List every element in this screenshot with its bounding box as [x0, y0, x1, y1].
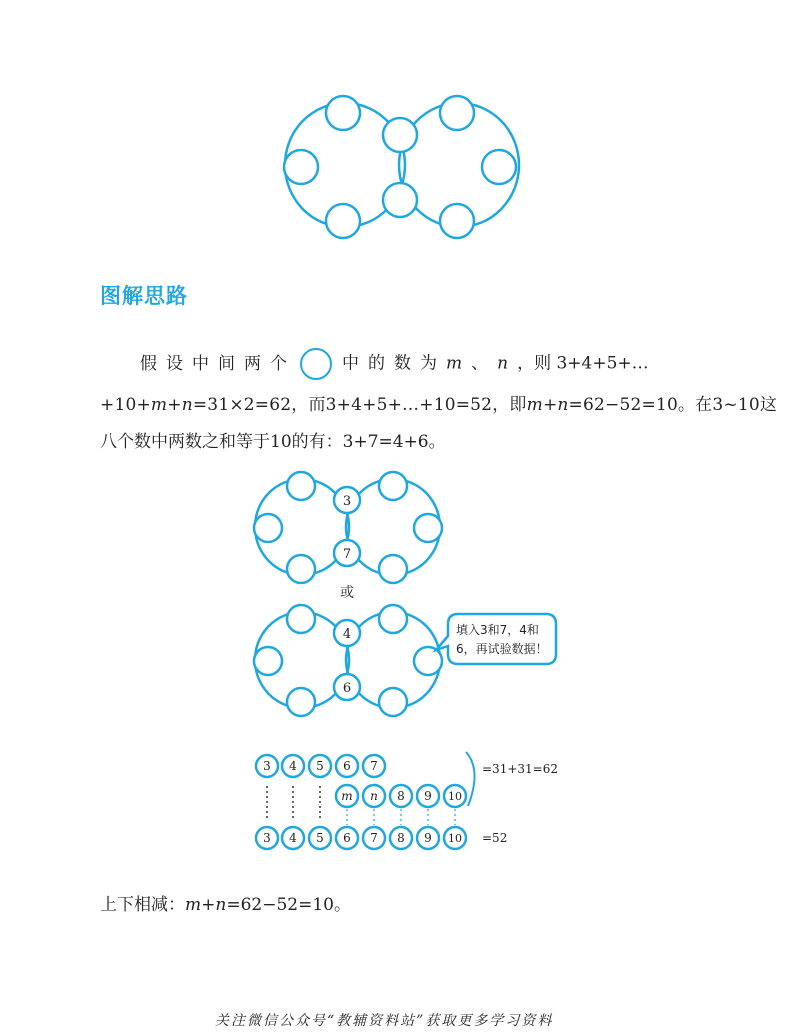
table-cell: 3 [263, 831, 271, 845]
top-diagram [284, 96, 519, 238]
diagram-circle[interactable] [440, 204, 474, 238]
text: 中的数为 [342, 353, 446, 374]
table-cell: 10 [448, 790, 462, 803]
text: + [201, 895, 216, 915]
var-m: m [526, 395, 543, 415]
diagram-circle[interactable] [482, 150, 516, 184]
sum-bottom: =52 [482, 831, 508, 845]
diagram3-bottom-number: 6 [342, 681, 352, 696]
bubble-line-1: 填入3和7，4和 [456, 623, 539, 637]
dotted-lines [267, 786, 320, 818]
table-cell: 9 [424, 831, 432, 845]
conclusion [100, 890, 351, 915]
paragraph-line-3: 八个数中两数之和等于10的有：3+7=4+6。 [100, 432, 446, 452]
or-label: 或 [340, 585, 354, 601]
bubble-line-2: 6，再试验数据！ [456, 642, 548, 656]
section-heading: 图解思路 [100, 284, 188, 308]
table-cell: 8 [397, 789, 405, 803]
table-cell: n [370, 789, 378, 803]
footer-note: 关注微信公众号“教辅资料站”获取更多学习资料 [215, 1013, 554, 1029]
table-cell: 4 [289, 759, 297, 773]
text: 假设中间两个 [140, 353, 296, 374]
sum-top: =31+31=62 [482, 762, 558, 776]
table-cell: 3 [263, 759, 271, 773]
diagram2-top-number: 3 [342, 494, 352, 509]
var-n: n [181, 395, 193, 415]
brace [466, 752, 475, 806]
text: ，则 3+4+5+… [517, 353, 649, 374]
text: =31×2=62，而3+4+5+…+10=52，即 [192, 395, 527, 415]
text: 上下相减： [100, 895, 185, 915]
paragraph-line-1 [100, 348, 649, 380]
inline-circle-icon [300, 348, 332, 380]
var-n: n [497, 353, 518, 374]
table-cell: 8 [397, 831, 405, 845]
table-cell: 6 [343, 831, 351, 845]
blue-dotted-lines [347, 809, 455, 825]
diagram-circle[interactable] [440, 96, 474, 130]
diagram-circle[interactable] [284, 150, 318, 184]
diagram-4-6 [254, 605, 442, 716]
diagram-circle[interactable] [383, 118, 417, 152]
text: =62−52=10。 [226, 895, 351, 915]
table-cell: 6 [343, 759, 351, 773]
table-cell: m [341, 789, 353, 803]
table-row-3-circles [256, 827, 466, 849]
speech-bubble [436, 614, 556, 664]
var-m: m [185, 895, 202, 915]
var-m: m [150, 395, 168, 415]
diagram-circle[interactable] [326, 96, 360, 130]
diagram-3-7 [254, 472, 442, 583]
table-cell: 5 [316, 759, 324, 773]
text: +10+ [100, 395, 151, 415]
table-cell: 7 [370, 831, 378, 845]
var-n: n [557, 395, 569, 415]
var-m: m [446, 353, 472, 374]
table-cell: 10 [448, 832, 462, 845]
table-cell: 5 [316, 831, 324, 845]
diagram-circle[interactable] [326, 204, 360, 238]
table-cell: 9 [424, 789, 432, 803]
table-cell: 4 [289, 831, 297, 845]
text: 、 [471, 353, 498, 374]
text: + [167, 395, 182, 415]
diagram2-bottom-number: 7 [342, 547, 352, 562]
text: + [542, 395, 558, 415]
diagram3-top-number: 4 [342, 627, 352, 642]
paragraph-line-2 [100, 390, 777, 415]
diagram-circle[interactable] [383, 183, 417, 217]
var-n: n [215, 895, 227, 915]
text: =62−52=10。在3~10这 [568, 395, 778, 415]
table-cell: 7 [370, 759, 378, 773]
